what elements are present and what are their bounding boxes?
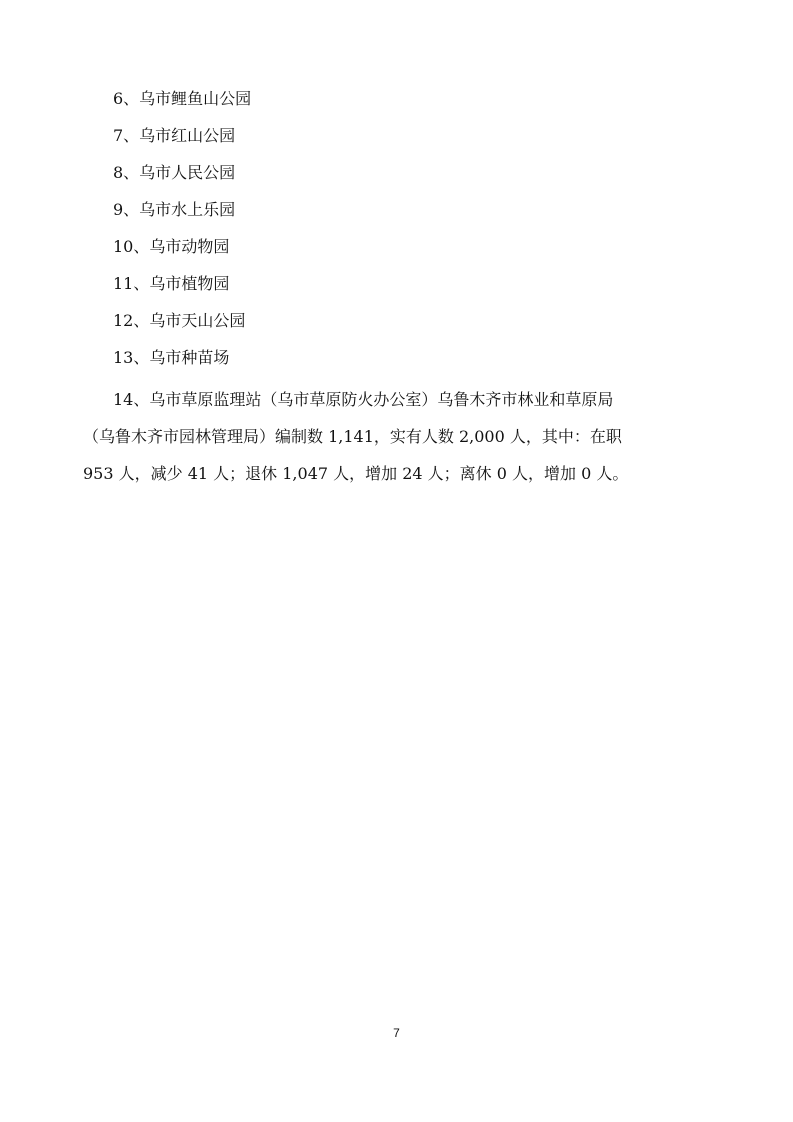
list-item: 11、乌市植物园 (113, 274, 230, 293)
paragraph-line: 953 人，减少 41 人；退休 1,047 人，增加 24 人；离休 0 人，增加 0 人。 (83, 464, 629, 483)
paragraph-line: 14、乌市草原监理站（乌市草原防火办公室）乌鲁木齐市林业和草原局 (113, 390, 614, 409)
list-item: 8、乌市人民公园 (113, 163, 236, 182)
unit-list (0, 86, 793, 382)
list-item: 10、乌市动物园 (113, 237, 230, 256)
list-item: 12、乌市天山公园 (113, 311, 246, 330)
paragraph-line: （乌鲁木齐市园林管理局）编制数 1,141，实有人数 2,000 人，其中：在职 (83, 427, 622, 446)
list-item: 9、乌市水上乐园 (113, 200, 236, 219)
page-number: 7 (393, 1026, 400, 1040)
list-item: 6、乌市鲤鱼山公园 (113, 89, 252, 108)
list-item: 13、乌市种苗场 (113, 348, 230, 367)
staffing-paragraph (83, 381, 713, 492)
list-item: 7、乌市红山公园 (113, 126, 236, 145)
